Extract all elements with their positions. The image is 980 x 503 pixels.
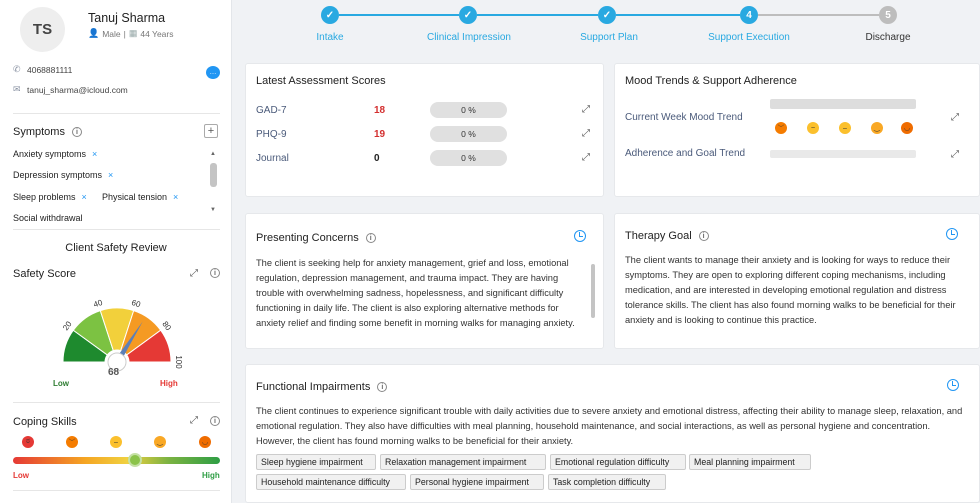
info-icon[interactable]: i xyxy=(210,268,220,278)
phone-icon: ✆ xyxy=(13,64,21,74)
step-2-check-icon[interactable]: ✓ xyxy=(459,6,477,24)
safety-score-header xyxy=(13,268,76,280)
mood-trends-title: Mood Trends & Support Adherence xyxy=(625,75,797,87)
step-connector xyxy=(339,14,459,16)
therapy-goal-text: The client wants to manage their anxiety and is looking for ways to reduce their symptoms. They are open to exploring different coping mechanisms, including medication, and are interested in developing emotional regulation and distress tolerance skills. The client has also found morning walks to be beneficial for their anxiety and is looking to continue this practice. xyxy=(625,255,956,325)
presenting-concerns-card xyxy=(245,213,604,349)
mood-happy-icon: ‿ xyxy=(871,122,883,134)
coping-skills-knob[interactable] xyxy=(128,453,142,467)
add-symptom-button[interactable]: + xyxy=(204,124,218,138)
smiling-face-icon: ‿ xyxy=(154,436,166,448)
impairment-tag: Relaxation management impairment xyxy=(380,454,546,470)
user-icon: 👤 xyxy=(88,28,100,38)
mood-trends-card xyxy=(614,63,980,197)
step-intake[interactable]: Intake xyxy=(316,32,344,43)
presenting-concerns-header xyxy=(256,232,376,244)
assessment-scores-title: Latest Assessment Scores xyxy=(256,75,386,87)
expand-icon[interactable]: ⤢ xyxy=(582,127,590,139)
coping-skills-title: Coping Skills xyxy=(13,416,77,428)
adherence-trend-bar xyxy=(770,150,916,158)
gad7-progress: 0 % xyxy=(430,102,507,118)
frowning-face-icon: ︶ xyxy=(66,436,78,448)
symptoms-header xyxy=(13,126,82,138)
email-row xyxy=(13,84,128,95)
email-icon: ✉ xyxy=(13,84,21,94)
mood-trend-bar xyxy=(770,99,916,109)
scroll-down-icon[interactable]: ▼ xyxy=(210,207,216,213)
divider xyxy=(13,402,220,403)
client-gender: Male xyxy=(102,28,121,39)
gauge-low-label: Low xyxy=(53,379,69,388)
expand-icon[interactable]: ⤢ xyxy=(190,414,198,426)
coping-low-label: Low xyxy=(13,471,29,480)
step-connector xyxy=(477,14,598,16)
history-clock-icon[interactable] xyxy=(946,228,958,240)
presenting-concerns-title: Presenting Concerns xyxy=(256,232,359,244)
neutral-face-icon: – xyxy=(110,436,122,448)
assessment-scores-card xyxy=(245,63,604,197)
gauge-tick-label: 20 xyxy=(61,319,74,333)
step-support-execution[interactable]: Support Execution xyxy=(708,32,790,43)
progress-stepper xyxy=(232,0,980,56)
history-clock-icon[interactable] xyxy=(574,230,586,242)
symptoms-title: Symptoms xyxy=(13,126,65,138)
step-connector xyxy=(758,14,879,16)
step-5-number[interactable]: 5 xyxy=(879,6,897,24)
adherence-goal-label: Adherence and Goal Trend xyxy=(625,148,746,159)
functional-impairments-title: Functional Impairments xyxy=(256,381,371,393)
gauge-tick-label: 40 xyxy=(92,297,104,310)
chat-icon[interactable]: … xyxy=(206,66,220,79)
mood-sad-icon: ︶ xyxy=(775,122,787,134)
client-age: 44 Years xyxy=(140,28,174,39)
info-icon[interactable]: i xyxy=(210,416,220,426)
grinning-face-icon: ◡ xyxy=(199,436,211,448)
remove-icon[interactable]: × xyxy=(173,192,179,202)
gad7-score: 18 xyxy=(374,105,386,116)
client-phone: 4068881111 xyxy=(27,64,73,75)
symptom-chip: Sleep problems × xyxy=(13,192,87,202)
calendar-icon: ▦ xyxy=(128,28,138,38)
mood-unhappy-icon: ~ xyxy=(807,122,819,134)
client-name: Tanuj Sharma xyxy=(88,11,166,25)
symptom-chip: Anxiety symptoms × xyxy=(13,149,98,159)
safety-score-title: Safety Score xyxy=(13,268,76,280)
remove-icon[interactable]: × xyxy=(108,170,114,180)
coping-skills-header xyxy=(13,416,77,428)
symptoms-scrollbar[interactable] xyxy=(210,151,217,215)
divider xyxy=(13,113,220,114)
step-4-number[interactable]: 4 xyxy=(740,6,758,24)
impairment-tag: Personal hygiene impairment xyxy=(410,474,544,490)
info-icon[interactable]: i xyxy=(377,382,387,392)
step-discharge[interactable]: Discharge xyxy=(865,32,911,43)
journal-progress: 0 % xyxy=(430,150,507,166)
client-sidebar xyxy=(0,0,232,503)
journal-score: 0 xyxy=(374,153,380,164)
client-meta: 👤 Male | ▦ 44 Years xyxy=(88,28,174,39)
mood-neutral-icon: – xyxy=(839,122,851,134)
remove-icon[interactable]: × xyxy=(81,192,87,202)
impairment-tag: Meal planning impairment xyxy=(689,454,811,470)
history-clock-icon[interactable] xyxy=(947,379,959,391)
impairment-tag: Emotional regulation difficulty xyxy=(550,454,686,470)
gauge-tick-label: 100 xyxy=(173,355,182,369)
info-icon[interactable]: i xyxy=(366,233,376,243)
divider xyxy=(13,229,220,230)
phone-row xyxy=(13,64,72,75)
impairment-tag: Task completion difficulty xyxy=(548,474,666,490)
step-clinical-impression[interactable]: Clinical Impression xyxy=(427,32,511,43)
phq9-label: PHQ-9 xyxy=(256,129,287,140)
expand-icon[interactable]: ⤢ xyxy=(582,103,590,115)
therapy-goal-title: Therapy Goal xyxy=(625,230,692,242)
remove-icon[interactable]: × xyxy=(92,149,98,159)
coping-skills-bar xyxy=(13,457,220,464)
functional-impairments-text: The client continues to experience significant trouble with daily activities due to severe anxiety and emotional distress, affecting their ability to manage sleep, relaxation, and emotional regulation. They also have difficulties with meal planning, household maintenance, and social interactions, as well as personal hygiene and concentration. However, the client has found morning walks to be beneficial for their anxiety. xyxy=(256,406,963,446)
expand-icon[interactable]: ⤢ xyxy=(190,267,198,279)
gauge-high-label: High xyxy=(160,379,178,388)
impairment-tag: Sleep hygiene impairment xyxy=(256,454,376,470)
avatar: TS xyxy=(20,7,65,52)
therapy-goal-header xyxy=(625,230,709,242)
gauge-tick-label: 80 xyxy=(160,319,173,333)
client-safety-review-title: Client Safety Review xyxy=(65,242,167,254)
phq9-score: 19 xyxy=(374,129,386,140)
mood-joyful-icon: ◡ xyxy=(901,122,913,134)
angry-face-icon: ಠ xyxy=(22,436,34,448)
phq9-progress: 0 % xyxy=(430,126,507,142)
gad7-label: GAD-7 xyxy=(256,105,287,116)
expand-icon[interactable]: ⤢ xyxy=(582,151,590,163)
scroll-thumb[interactable] xyxy=(591,264,595,318)
functional-impairments-header xyxy=(256,381,387,393)
divider xyxy=(13,490,220,491)
expand-icon[interactable]: ⤢ xyxy=(951,111,959,123)
step-connector xyxy=(616,14,740,16)
journal-label: Journal xyxy=(256,153,289,164)
step-3-check-icon[interactable]: ✓ xyxy=(598,6,616,24)
step-1-check-icon[interactable]: ✓ xyxy=(321,6,339,24)
info-icon[interactable]: i xyxy=(72,127,82,137)
expand-icon[interactable]: ⤢ xyxy=(951,148,959,160)
impairment-tag: Household maintenance difficulty xyxy=(256,474,406,490)
scroll-up-icon[interactable]: ▲ xyxy=(210,151,216,157)
scroll-thumb[interactable] xyxy=(210,163,217,187)
safety-score-value: 68 xyxy=(108,367,120,378)
presenting-concerns-text: The client is seeking help for anxiety management, grief and loss, emotional regulation, depression management, and trauma impact. They are having trouble with overwhelming sadness, hopelessness, and significant difficulty functioning in daily life. The client is also exploring alternative methods for anxiety relief and finding some benefit in morning walks for managing anxiety. xyxy=(256,258,575,328)
coping-high-label: High xyxy=(202,471,220,480)
info-icon[interactable]: i xyxy=(699,231,709,241)
symptom-chip: Physical tension × xyxy=(102,192,179,202)
step-support-plan[interactable]: Support Plan xyxy=(580,32,638,43)
symptom-chip: Depression symptoms × xyxy=(13,170,114,180)
current-week-mood-label: Current Week Mood Trend xyxy=(625,112,743,123)
functional-impairments-card xyxy=(245,364,980,503)
symptom-chip: Social withdrawal xyxy=(13,213,83,222)
client-email: tanuj_sharma@icloud.com xyxy=(27,84,128,95)
gauge-tick-label: 60 xyxy=(130,297,142,310)
therapy-goal-card xyxy=(614,213,980,349)
